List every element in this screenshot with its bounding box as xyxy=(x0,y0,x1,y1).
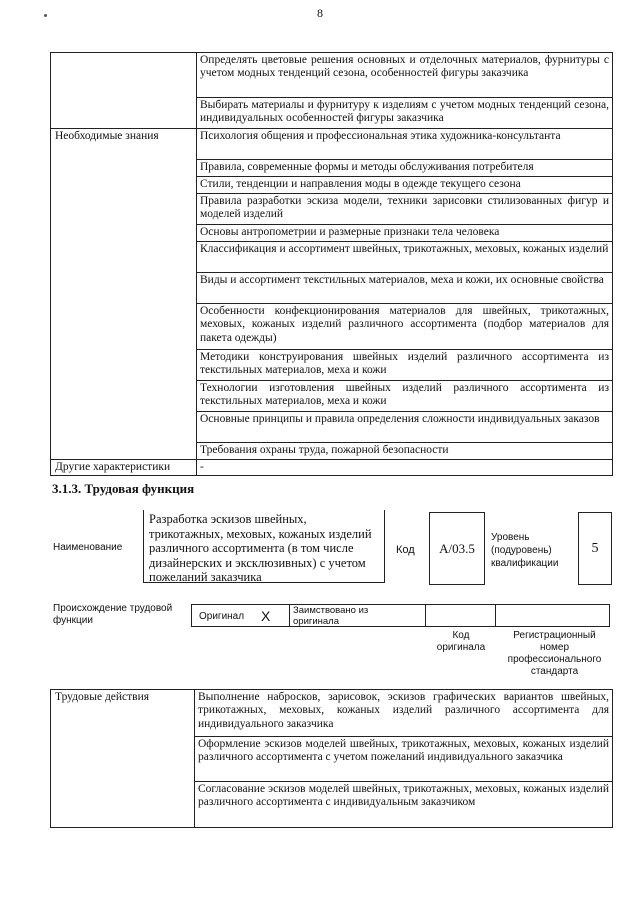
knowledge-item: Технологии изготовления швейных изделий различного ассортимента из текстильных материалов, меха и кожи xyxy=(197,381,613,412)
origin-row xyxy=(191,604,610,627)
original-cell xyxy=(191,605,289,626)
skill-item: Определять цветовые решения основных и отделочных материалов, фурнитуры с учетом модных тенденций сезона, особенностей фигуры заказчика xyxy=(197,53,613,98)
level-label-line: квалификации xyxy=(491,558,559,569)
origin-label-line: функции xyxy=(53,615,93,626)
registration-caption xyxy=(497,630,612,678)
qualification-level: 5 xyxy=(578,512,612,585)
knowledge-item: Правила разработки эскиза модели, техники зарисовки стилизованных фигур и моделей изделий xyxy=(197,194,613,225)
knowledge-item: Правила, современные формы и методы обслуживания потребителя xyxy=(197,160,613,177)
code-label: Код xyxy=(396,544,415,556)
level-label xyxy=(491,531,558,570)
borrowed-label-line: оригинала xyxy=(293,616,340,627)
knowledge-item: Требования охраны труда, пожарной безопасности xyxy=(197,443,613,460)
original-code-cell xyxy=(426,605,496,626)
origin-label xyxy=(53,603,172,627)
knowledge-item: Основы антропометрии и размерные признаки тела человека xyxy=(197,225,613,242)
knowledge-item: Особенности конфекционирования материалов для швейных, трикотажных, меховых, кожаных изделий различного ассортимента (подбор материалов для пакета одежды) xyxy=(197,304,613,350)
name-label: Наименование xyxy=(53,542,123,553)
scan-dot xyxy=(44,14,47,17)
action-item: Выполнение набросков, зарисовок, эскизов графических вариантов швейных, трикотажных, меховых, кожаных изделий различного ассортимента для индивидуального заказчика xyxy=(195,690,613,737)
knowledge-item: Методики конструирования швейных изделий различного ассортимента из текстильных материалов, меха и кожи xyxy=(197,350,613,381)
borrowed-cell xyxy=(289,605,426,626)
original-code-caption xyxy=(430,630,492,654)
other-value: - xyxy=(197,460,613,476)
level-label-line: (подуровень) xyxy=(491,545,552,556)
caption-line: профессионального xyxy=(507,654,602,665)
skill-item: Выбирать материалы и фурнитуру к изделиям с учетом модных тенденций сезона, индивидуальных особенностей фигуры заказчика xyxy=(197,98,613,129)
original-label: Оригинал xyxy=(199,611,245,622)
actions-table xyxy=(50,689,613,828)
origin-label-line: Происхождение трудовой xyxy=(53,603,173,614)
table-row xyxy=(51,690,613,737)
knowledge-table xyxy=(50,52,613,476)
level-label-line: Уровень xyxy=(491,532,530,543)
other-label: Другие характеристики xyxy=(51,460,197,476)
registration-number-cell xyxy=(496,605,610,626)
table-row xyxy=(51,129,613,160)
function-name: Разработка эскизов швейных, трикотажных, меховых, кожаных изделий различного ассортимента (в том числе дизайнерских и эксклюзивных) с учетом пожеланий заказчика xyxy=(143,510,385,583)
action-item: Согласование эскизов моделей швейных, трикотажных, меховых, кожаных изделий различного ассортимента с индивидуальным заказчиком xyxy=(195,782,613,828)
action-item: Оформление эскизов моделей швейных, трикотажных, меховых, кожаных изделий различного ассортимента с учетом пожеланий индивидуального заказчика xyxy=(195,737,613,782)
function-code: A/03.5 xyxy=(429,512,485,585)
label-cell-empty xyxy=(51,53,197,129)
knowledge-item: Основные принципы и правила определения сложности индивидуальных заказов xyxy=(197,412,613,443)
caption-line: номер xyxy=(539,642,570,653)
knowledge-label: Необходимые знания xyxy=(51,129,197,460)
section-heading: 3.1.3. Трудовая функция xyxy=(52,481,195,496)
knowledge-item: Классификация и ассортимент швейных, трикотажных, меховых, кожаных изделий xyxy=(197,242,613,273)
knowledge-item: Виды и ассортимент текстильных материалов, меха и кожи, их основные свойства xyxy=(197,273,613,304)
table-row xyxy=(51,53,613,98)
table-row xyxy=(51,460,613,476)
caption-line: оригинала xyxy=(436,642,486,653)
caption-line: стандарта xyxy=(530,666,579,677)
knowledge-item: Психология общения и профессиональная этика художника-консультанта xyxy=(197,129,613,160)
knowledge-item: Стили, тенденции и направления моды в одежде текущего сезона xyxy=(197,177,613,194)
caption-line: Код xyxy=(452,630,470,641)
original-mark: X xyxy=(261,608,271,624)
page-number: 8 xyxy=(317,6,323,20)
actions-label: Трудовые действия xyxy=(51,690,195,828)
caption-line: Регистрационный xyxy=(513,630,596,641)
borrowed-label-line: Заимствовано из xyxy=(293,605,369,616)
